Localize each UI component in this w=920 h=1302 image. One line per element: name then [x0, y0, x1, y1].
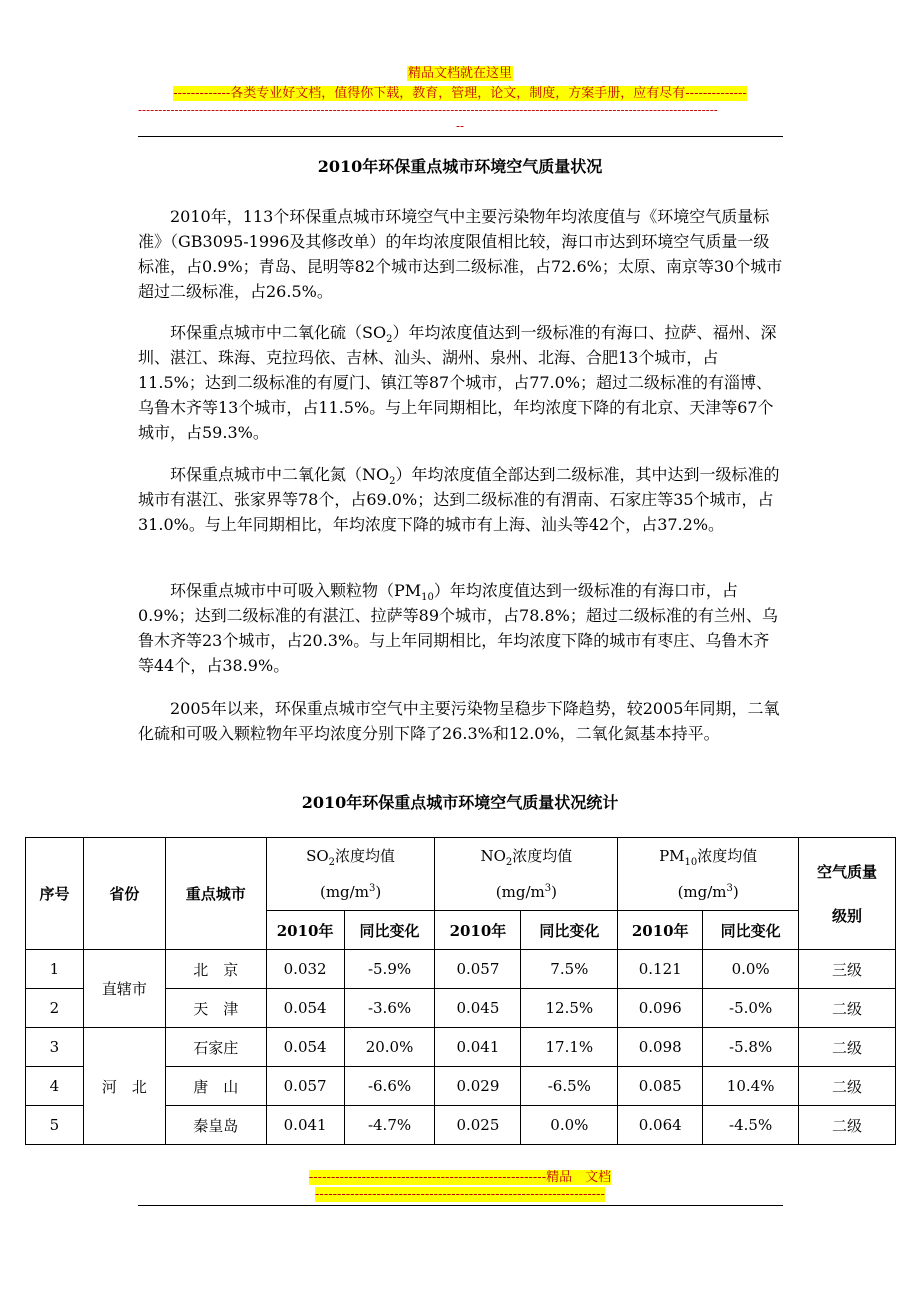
header-no2-sub: 2: [505, 857, 513, 868]
footer-dash-line: [0, 1188, 920, 1202]
footer-rule: [138, 1205, 783, 1206]
cell-pm10-change: -4.5%: [703, 1106, 799, 1145]
header-no2-change: 同比变化: [521, 911, 618, 950]
cell-seq: 4: [26, 1067, 84, 1106]
header-pm10-unit-suffix: ): [732, 883, 739, 901]
pm10-subscript: 10: [421, 592, 434, 604]
header-dash-tail: --: [455, 119, 465, 133]
header-so2-unit-suffix: ): [375, 883, 382, 901]
cell-city: 石家庄: [165, 1028, 266, 1067]
header-tagline-text: -------------各类专业好文档，值得你下载，教育，管理，论文，制度，方案手册，应有尽有--------------: [173, 86, 747, 101]
header-grade-line1: 空气质量: [817, 862, 878, 881]
header-dash-line: -----------------------------------------------------------------------------------------------------------------------------------------------: [138, 103, 718, 117]
cell-no2-change: 12.5%: [521, 989, 618, 1028]
header-so2-label: [267, 838, 435, 874]
header-rule: [138, 136, 783, 137]
paragraph-so2: [138, 320, 783, 445]
cell-no2-change: 0.0%: [521, 1106, 618, 1145]
header-so2-sub: 2: [328, 857, 336, 868]
document-title: 2010年环保重点城市环境空气质量状况: [317, 157, 603, 176]
header-banner: [0, 66, 920, 82]
cell-pm10-change: 10.4%: [703, 1067, 799, 1106]
paragraph-trend-text: 2005年以来，环保重点城市空气中主要污染物呈稳步下降趋势，较2005年同期，二氧化硫和可吸入颗粒物年平均浓度分别下降了26.3%和12.0%，二氧化氮基本持平。: [138, 699, 780, 743]
cell-seq: 2: [26, 989, 84, 1028]
cell-city: 唐 山: [165, 1067, 266, 1106]
cell-seq: 5: [26, 1106, 84, 1145]
cell-no2: 0.041: [435, 1028, 521, 1067]
header-no2-suffix: 浓度均值: [512, 847, 573, 865]
paragraph-so2-lead: 环保重点城市中二氧化硫（SO: [170, 323, 387, 342]
paragraph-no2-text: ）年均浓度值全部达到二级标准，其中达到一级标准的城市有湛江、张家界等78个，占69.0%；达到二级标准的有渭南、石家庄等35个城市，占31.0%。与上年同期相比，年均浓度下降的城市有上海、汕头等42个，占37.2%。: [138, 465, 780, 534]
header-no2-prefix: NO: [480, 847, 506, 865]
header-pm10-sub: 10: [684, 857, 698, 868]
cell-no2-change: 17.1%: [521, 1028, 618, 1067]
paragraph-trend: [138, 696, 783, 746]
header-pm10-unit: [618, 874, 798, 910]
cell-pm10: 0.096: [618, 989, 703, 1028]
cell-pm10: 0.098: [618, 1028, 703, 1067]
footer-banner: [0, 1170, 920, 1186]
cell-city: 秦皇岛: [165, 1106, 266, 1145]
cell-no2: 0.045: [435, 989, 521, 1028]
header-no2-year: 2010年: [435, 911, 521, 950]
header-grade: [799, 838, 896, 950]
header-so2-suffix: 浓度均值: [335, 847, 396, 865]
paragraph-pm10-lead: 环保重点城市中可吸入颗粒物（PM: [170, 581, 422, 600]
cell-pm10: 0.121: [618, 950, 703, 989]
header-pm10-label: [618, 838, 798, 874]
cell-grade: 三级: [799, 950, 896, 989]
cell-seq: 1: [26, 950, 84, 989]
header-so2-unit-sup: 3: [368, 883, 376, 894]
table-row: [26, 950, 896, 989]
cell-pm10-change: 0.0%: [703, 950, 799, 989]
cell-so2-change: -4.7%: [344, 1106, 435, 1145]
cell-no2: 0.025: [435, 1106, 521, 1145]
header-so2-year: 2010年: [266, 911, 344, 950]
header-city: 重点城市: [165, 838, 266, 950]
table-row: [26, 1028, 896, 1067]
header-no2-unit-sup: 3: [544, 883, 552, 894]
header-pm10-suffix: 浓度均值: [697, 847, 758, 865]
header-so2: [266, 838, 435, 911]
header-pm10-unit-prefix: (mg/m: [677, 883, 727, 901]
cell-so2: 0.054: [266, 1028, 344, 1067]
cell-so2: 0.054: [266, 989, 344, 1028]
header-no2-unit-prefix: (mg/m: [495, 883, 545, 901]
cell-city: 天 津: [165, 989, 266, 1028]
so2-subscript: 2: [386, 334, 393, 346]
header-pm10-unit-sup: 3: [726, 883, 733, 894]
paragraph-pm10: [138, 578, 783, 678]
cell-no2: 0.057: [435, 950, 521, 989]
no2-subscript: 2: [389, 476, 396, 488]
header-so2-unit-prefix: (mg/m: [319, 883, 369, 901]
footer-banner-text: ------------------------------------------------------精品 文档: [308, 1170, 612, 1185]
cell-no2-change: -6.5%: [521, 1067, 618, 1106]
paragraph-so2-text: ）年均浓度值达到一级标准的有海口、拉萨、福州、深圳、湛江、珠海、克拉玛依、吉林、汕头、湖州、泉州、北海、合肥13个城市，占11.5%；达到二级标准的有厦门、镇江等87个城市，占77.0%；超过二级标准的有淄博、乌鲁木齐等13个城市，占11.5%。与上年同期相比，年均浓度下降的有北京、天津等67个城市，占59.3%。: [138, 323, 777, 442]
header-pm10-prefix: PM: [659, 847, 685, 865]
header-no2-label: [435, 838, 617, 874]
cell-grade: 二级: [799, 1106, 896, 1145]
header-so2-unit: [267, 874, 435, 910]
cell-pm10-change: -5.8%: [703, 1028, 799, 1067]
cell-grade: 二级: [799, 1067, 896, 1106]
cell-grade: 二级: [799, 1028, 896, 1067]
cell-city: 北 京: [165, 950, 266, 989]
paragraph-no2-lead: 环保重点城市中二氧化氮（NO: [170, 465, 390, 484]
header-banner-tagline: [0, 86, 920, 102]
header-no2-unit-suffix: ): [551, 883, 557, 901]
header-seq: 序号: [26, 838, 84, 950]
cell-seq: 3: [26, 1028, 84, 1067]
header-pm10-change: 同比变化: [703, 911, 799, 950]
header-province: 省份: [83, 838, 165, 950]
cell-pm10: 0.085: [618, 1067, 703, 1106]
cell-pm10: 0.064: [618, 1106, 703, 1145]
cell-so2: 0.032: [266, 950, 344, 989]
cell-province: 直辖市: [83, 950, 165, 1028]
cell-so2-change: -3.6%: [344, 989, 435, 1028]
air-quality-table: [25, 837, 896, 1145]
cell-so2: 0.041: [266, 1106, 344, 1145]
header-banner-title: 精品文档就在这里: [407, 66, 512, 81]
header-no2-unit: [435, 874, 617, 910]
cell-no2: 0.029: [435, 1067, 521, 1106]
paragraph-no2: [138, 462, 783, 537]
cell-province: 河 北: [83, 1028, 165, 1145]
footer-dash-text: ------------------------------------------------------------------: [315, 1187, 605, 1202]
table-title: 2010年环保重点城市环境空气质量状况统计: [301, 793, 619, 812]
cell-so2-change: -6.6%: [344, 1067, 435, 1106]
paragraph-pm10-text: ）年均浓度值达到一级标准的有海口市，占0.9%；达到二级标准的有湛江、拉萨等89个城市，占78.8%；超过二级标准的有兰州、乌鲁木齐等23个城市，占20.3%。与上年同期相比，年均浓度下降的城市有枣庄、乌鲁木齐等44个，占38.9%。: [138, 581, 778, 675]
cell-so2-change: -5.9%: [344, 950, 435, 989]
cell-grade: 二级: [799, 989, 896, 1028]
header-grade-line2: 级别: [832, 906, 863, 925]
cell-pm10-change: -5.0%: [703, 989, 799, 1028]
header-so2-change: 同比变化: [344, 911, 435, 950]
header-pm10: [618, 838, 799, 911]
cell-no2-change: 7.5%: [521, 950, 618, 989]
header-pm10-year: 2010年: [618, 911, 703, 950]
paragraph-overview: [138, 204, 783, 304]
paragraph-overview-text: 2010年，113个环保重点城市环境空气中主要污染物年均浓度值与《环境空气质量标准》（GB3095-1996及其修改单）的年均浓度限值相比较，海口市达到环境空气质量一级标准，占0.9%；青岛、昆明等82个城市达到二级标准，占72.6%；太原、南京等30个城市超过二级标准，占26.5%。: [138, 207, 783, 301]
header-no2: [435, 838, 618, 911]
header-so2-prefix: SO: [306, 847, 329, 865]
cell-so2: 0.057: [266, 1067, 344, 1106]
cell-so2-change: 20.0%: [344, 1028, 435, 1067]
